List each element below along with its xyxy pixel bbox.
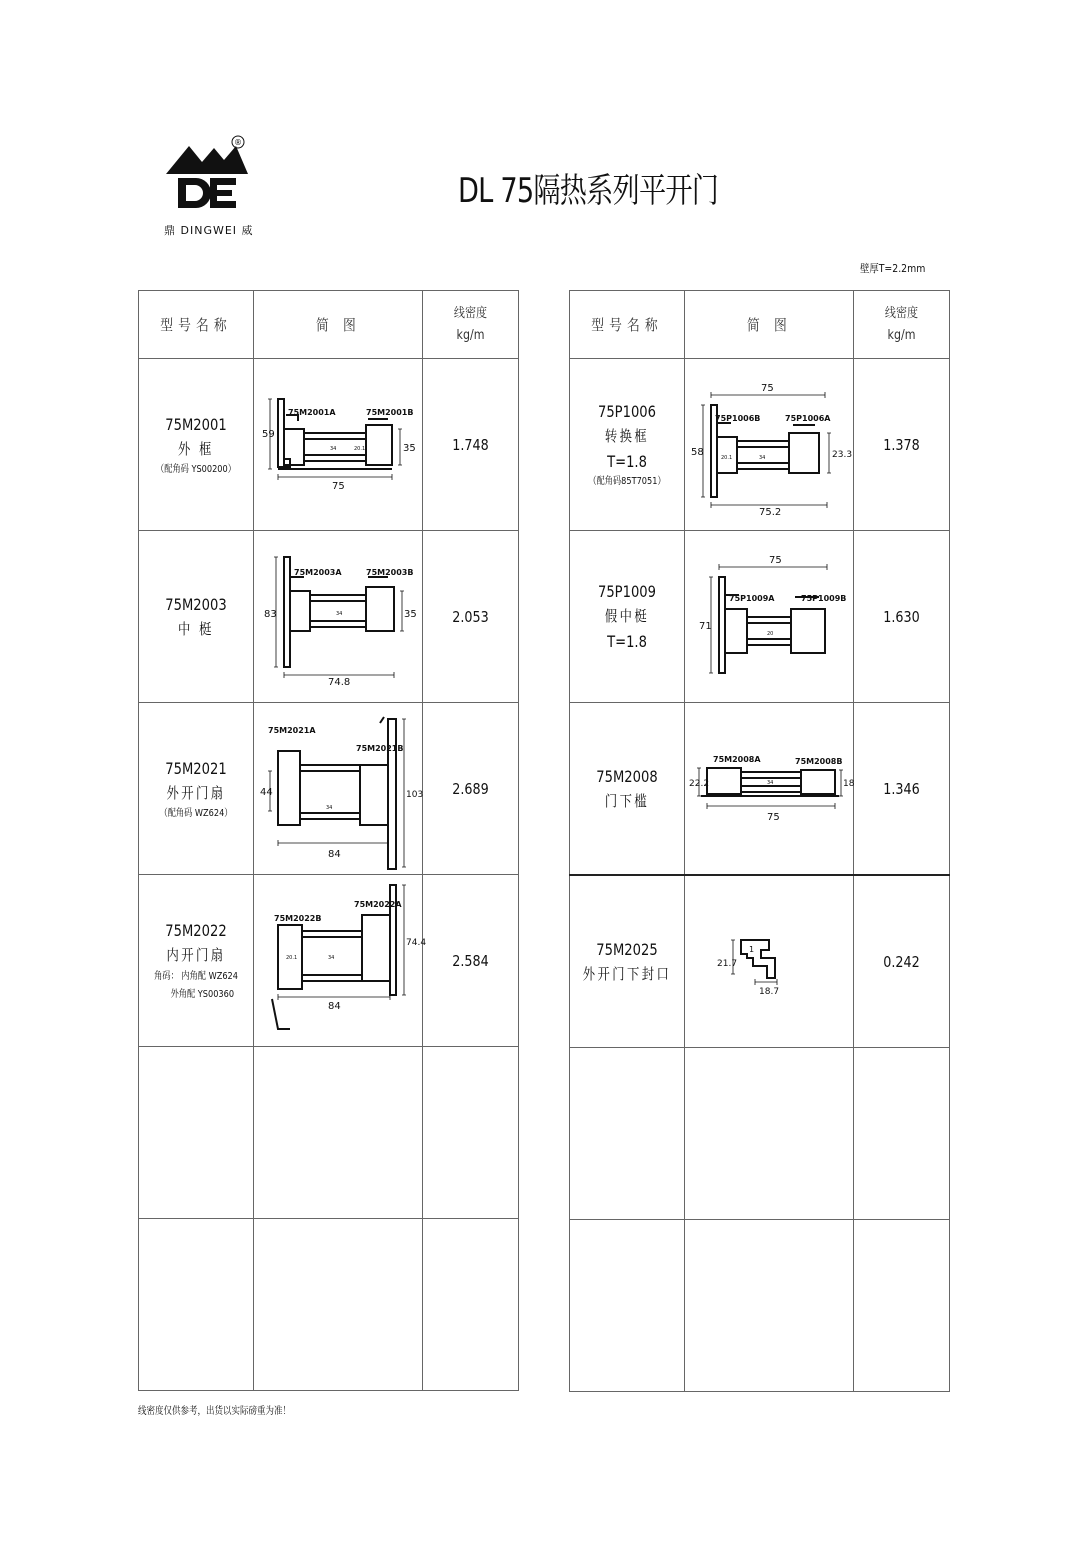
- model-name: 外开门下封口: [582, 964, 672, 983]
- drawing-cell: [254, 703, 423, 875]
- svg-text:44: 44: [260, 786, 273, 798]
- table-header-row: [570, 291, 950, 359]
- model-cell: [570, 359, 685, 531]
- model-name: 门下槛: [604, 791, 650, 810]
- svg-text:83: 83: [264, 608, 277, 620]
- density-cell: 1.748: [423, 359, 519, 531]
- svg-text:20.1: 20.1: [721, 454, 733, 461]
- header-drawing: 简 图: [254, 291, 423, 359]
- table-row: [570, 703, 950, 876]
- drawing-cell: [254, 359, 423, 531]
- model-code: 75M2003: [165, 594, 227, 614]
- svg-text:75P1006B: 75P1006B: [715, 413, 761, 423]
- profile-drawing-75P1009: [689, 547, 849, 687]
- svg-text:75M2021A: 75M2021A: [268, 725, 316, 735]
- model-code: 75P1009: [597, 582, 656, 601]
- svg-text:®: ®: [234, 138, 242, 147]
- svg-text:1: 1: [749, 944, 755, 954]
- model-note: （配角码 YS00200）: [156, 463, 236, 475]
- svg-text:75: 75: [332, 480, 345, 492]
- model-thickness: T=1.8: [607, 452, 647, 471]
- model-code: 75P1006: [597, 402, 656, 421]
- model-name: 内开门扇: [166, 945, 226, 964]
- profile-drawing-75M2008: [689, 744, 855, 834]
- model-cell: [570, 531, 685, 703]
- brand-text: 鼎 DINGWEI 威: [164, 224, 254, 237]
- footnote: 线密度仅供参考，出货以实际磅重为准！: [138, 1406, 291, 1417]
- profile-drawing-75P1006: [689, 375, 853, 518]
- drawing-cell: [685, 531, 854, 703]
- svg-text:58: 58: [691, 446, 704, 458]
- model-note: 外角配 YS00360: [170, 988, 235, 1000]
- svg-text:35: 35: [403, 442, 416, 454]
- table-row: [570, 531, 950, 703]
- svg-text:21.7: 21.7: [717, 958, 738, 969]
- table-row: [570, 875, 950, 1048]
- table-row-empty: [570, 1220, 950, 1392]
- drawing-cell: [254, 875, 427, 1047]
- svg-text:75M2003A: 75M2003A: [294, 567, 342, 577]
- density-cell: 0.242: [854, 875, 950, 1048]
- svg-text:34: 34: [328, 954, 335, 961]
- header-model: 型号名称: [139, 291, 254, 359]
- header-model: 型号名称: [570, 291, 685, 359]
- svg-text:34: 34: [336, 610, 343, 617]
- svg-text:18: 18: [843, 778, 855, 789]
- model-code: 75M2022: [165, 920, 227, 940]
- svg-text:59: 59: [262, 428, 275, 440]
- drawing-cell: [685, 359, 854, 531]
- density-cell: 1.346: [854, 703, 950, 876]
- model-cell: [570, 875, 685, 1048]
- svg-text:22.2: 22.2: [689, 778, 710, 789]
- density-cell: 1.630: [854, 531, 950, 703]
- svg-text:34: 34: [767, 779, 774, 786]
- table-row-empty: [570, 1048, 950, 1220]
- header-drawing: 简 图: [685, 291, 854, 359]
- profile-drawing-75M2001: [258, 385, 418, 505]
- svg-text:34: 34: [759, 454, 766, 461]
- svg-text:34: 34: [330, 445, 337, 452]
- svg-text:103: 103: [406, 789, 424, 800]
- svg-text:75: 75: [761, 382, 774, 394]
- table-row: [139, 703, 519, 875]
- svg-text:75M2008B: 75M2008B: [795, 756, 843, 766]
- svg-text:75M2001B: 75M2001B: [366, 407, 414, 417]
- model-code: 75M2001: [165, 414, 227, 434]
- svg-text:20: 20: [767, 630, 774, 637]
- svg-text:75: 75: [767, 811, 780, 823]
- model-cell: [139, 531, 254, 703]
- table-row: [139, 359, 519, 531]
- svg-text:20.1: 20.1: [354, 445, 366, 452]
- profile-drawing-75M2021: [258, 709, 424, 869]
- svg-text:75M2022A: 75M2022A: [354, 899, 402, 909]
- table-row: [570, 359, 950, 531]
- svg-text:84: 84: [328, 1000, 341, 1012]
- svg-text:75P1009B: 75P1009B: [801, 593, 847, 603]
- wall-thickness-note: 壁厚T=2.2mm: [860, 262, 926, 275]
- svg-text:75M2021B: 75M2021B: [356, 743, 404, 753]
- table-header-row: [139, 291, 519, 359]
- model-name: 转换框: [604, 427, 650, 445]
- model-cell: [139, 875, 254, 1047]
- profile-table-left: [138, 290, 519, 1391]
- drawing-cell: [254, 531, 423, 703]
- model-cell: [139, 703, 254, 875]
- svg-text:75M2022B: 75M2022B: [274, 913, 322, 923]
- svg-text:75M2008A: 75M2008A: [713, 754, 761, 764]
- svg-text:35: 35: [404, 608, 417, 620]
- profile-table-right: [569, 290, 950, 1392]
- header-density: 线密度 kg/m: [423, 291, 519, 359]
- svg-text:20.1: 20.1: [286, 954, 298, 961]
- density-cell: 1.378: [854, 359, 950, 531]
- svg-text:75M2001A: 75M2001A: [288, 407, 336, 417]
- drawing-cell: [685, 703, 854, 876]
- profile-drawing-75M2022: [258, 879, 427, 1043]
- header-density: 线密度 kg/m: [854, 291, 950, 359]
- model-thickness: T=1.8: [607, 632, 647, 651]
- model-name: 外开门扇: [166, 783, 226, 802]
- model-note: （配角码85T7051）: [588, 476, 666, 487]
- svg-text:34: 34: [326, 804, 333, 811]
- svg-text:74.4: 74.4: [406, 937, 427, 948]
- model-name: 中 梃: [178, 619, 214, 638]
- page-title: DL 75隔热系列平开门: [458, 171, 719, 211]
- svg-text:84: 84: [328, 848, 341, 860]
- profile-drawing-75M2003: [258, 547, 418, 687]
- model-code: 75M2008: [596, 766, 658, 786]
- model-cell: [570, 703, 685, 876]
- table-row: [139, 531, 519, 703]
- svg-text:75P1009A: 75P1009A: [729, 593, 775, 603]
- svg-text:75.2: 75.2: [759, 506, 782, 518]
- density-cell: 2.053: [423, 531, 519, 703]
- table-row-empty: [139, 1047, 519, 1219]
- table-row: [139, 875, 519, 1047]
- svg-text:23.3: 23.3: [832, 449, 853, 460]
- model-note: （配角码 WZ624）: [159, 807, 233, 819]
- svg-text:75P1006A: 75P1006A: [785, 413, 831, 423]
- model-name: 外 框: [178, 439, 214, 458]
- model-name: 假中梃: [604, 607, 650, 625]
- model-note: 角码： 内角配 WZ624: [154, 970, 238, 982]
- svg-text:71: 71: [699, 620, 712, 632]
- density-cell: 2.584: [423, 875, 519, 1047]
- model-code: 75M2025: [596, 939, 658, 959]
- model-cell: [139, 359, 254, 531]
- profile-drawing-75M2025: [689, 922, 849, 1002]
- model-code: 75M2021: [165, 758, 227, 778]
- table-row-empty: [139, 1219, 519, 1391]
- svg-text:18.7: 18.7: [759, 986, 780, 997]
- svg-text:75: 75: [769, 554, 782, 566]
- density-cell: 2.689: [423, 703, 519, 875]
- drawing-cell: [685, 875, 854, 1048]
- svg-text:74.8: 74.8: [328, 676, 351, 688]
- svg-text:75M2003B: 75M2003B: [366, 567, 414, 577]
